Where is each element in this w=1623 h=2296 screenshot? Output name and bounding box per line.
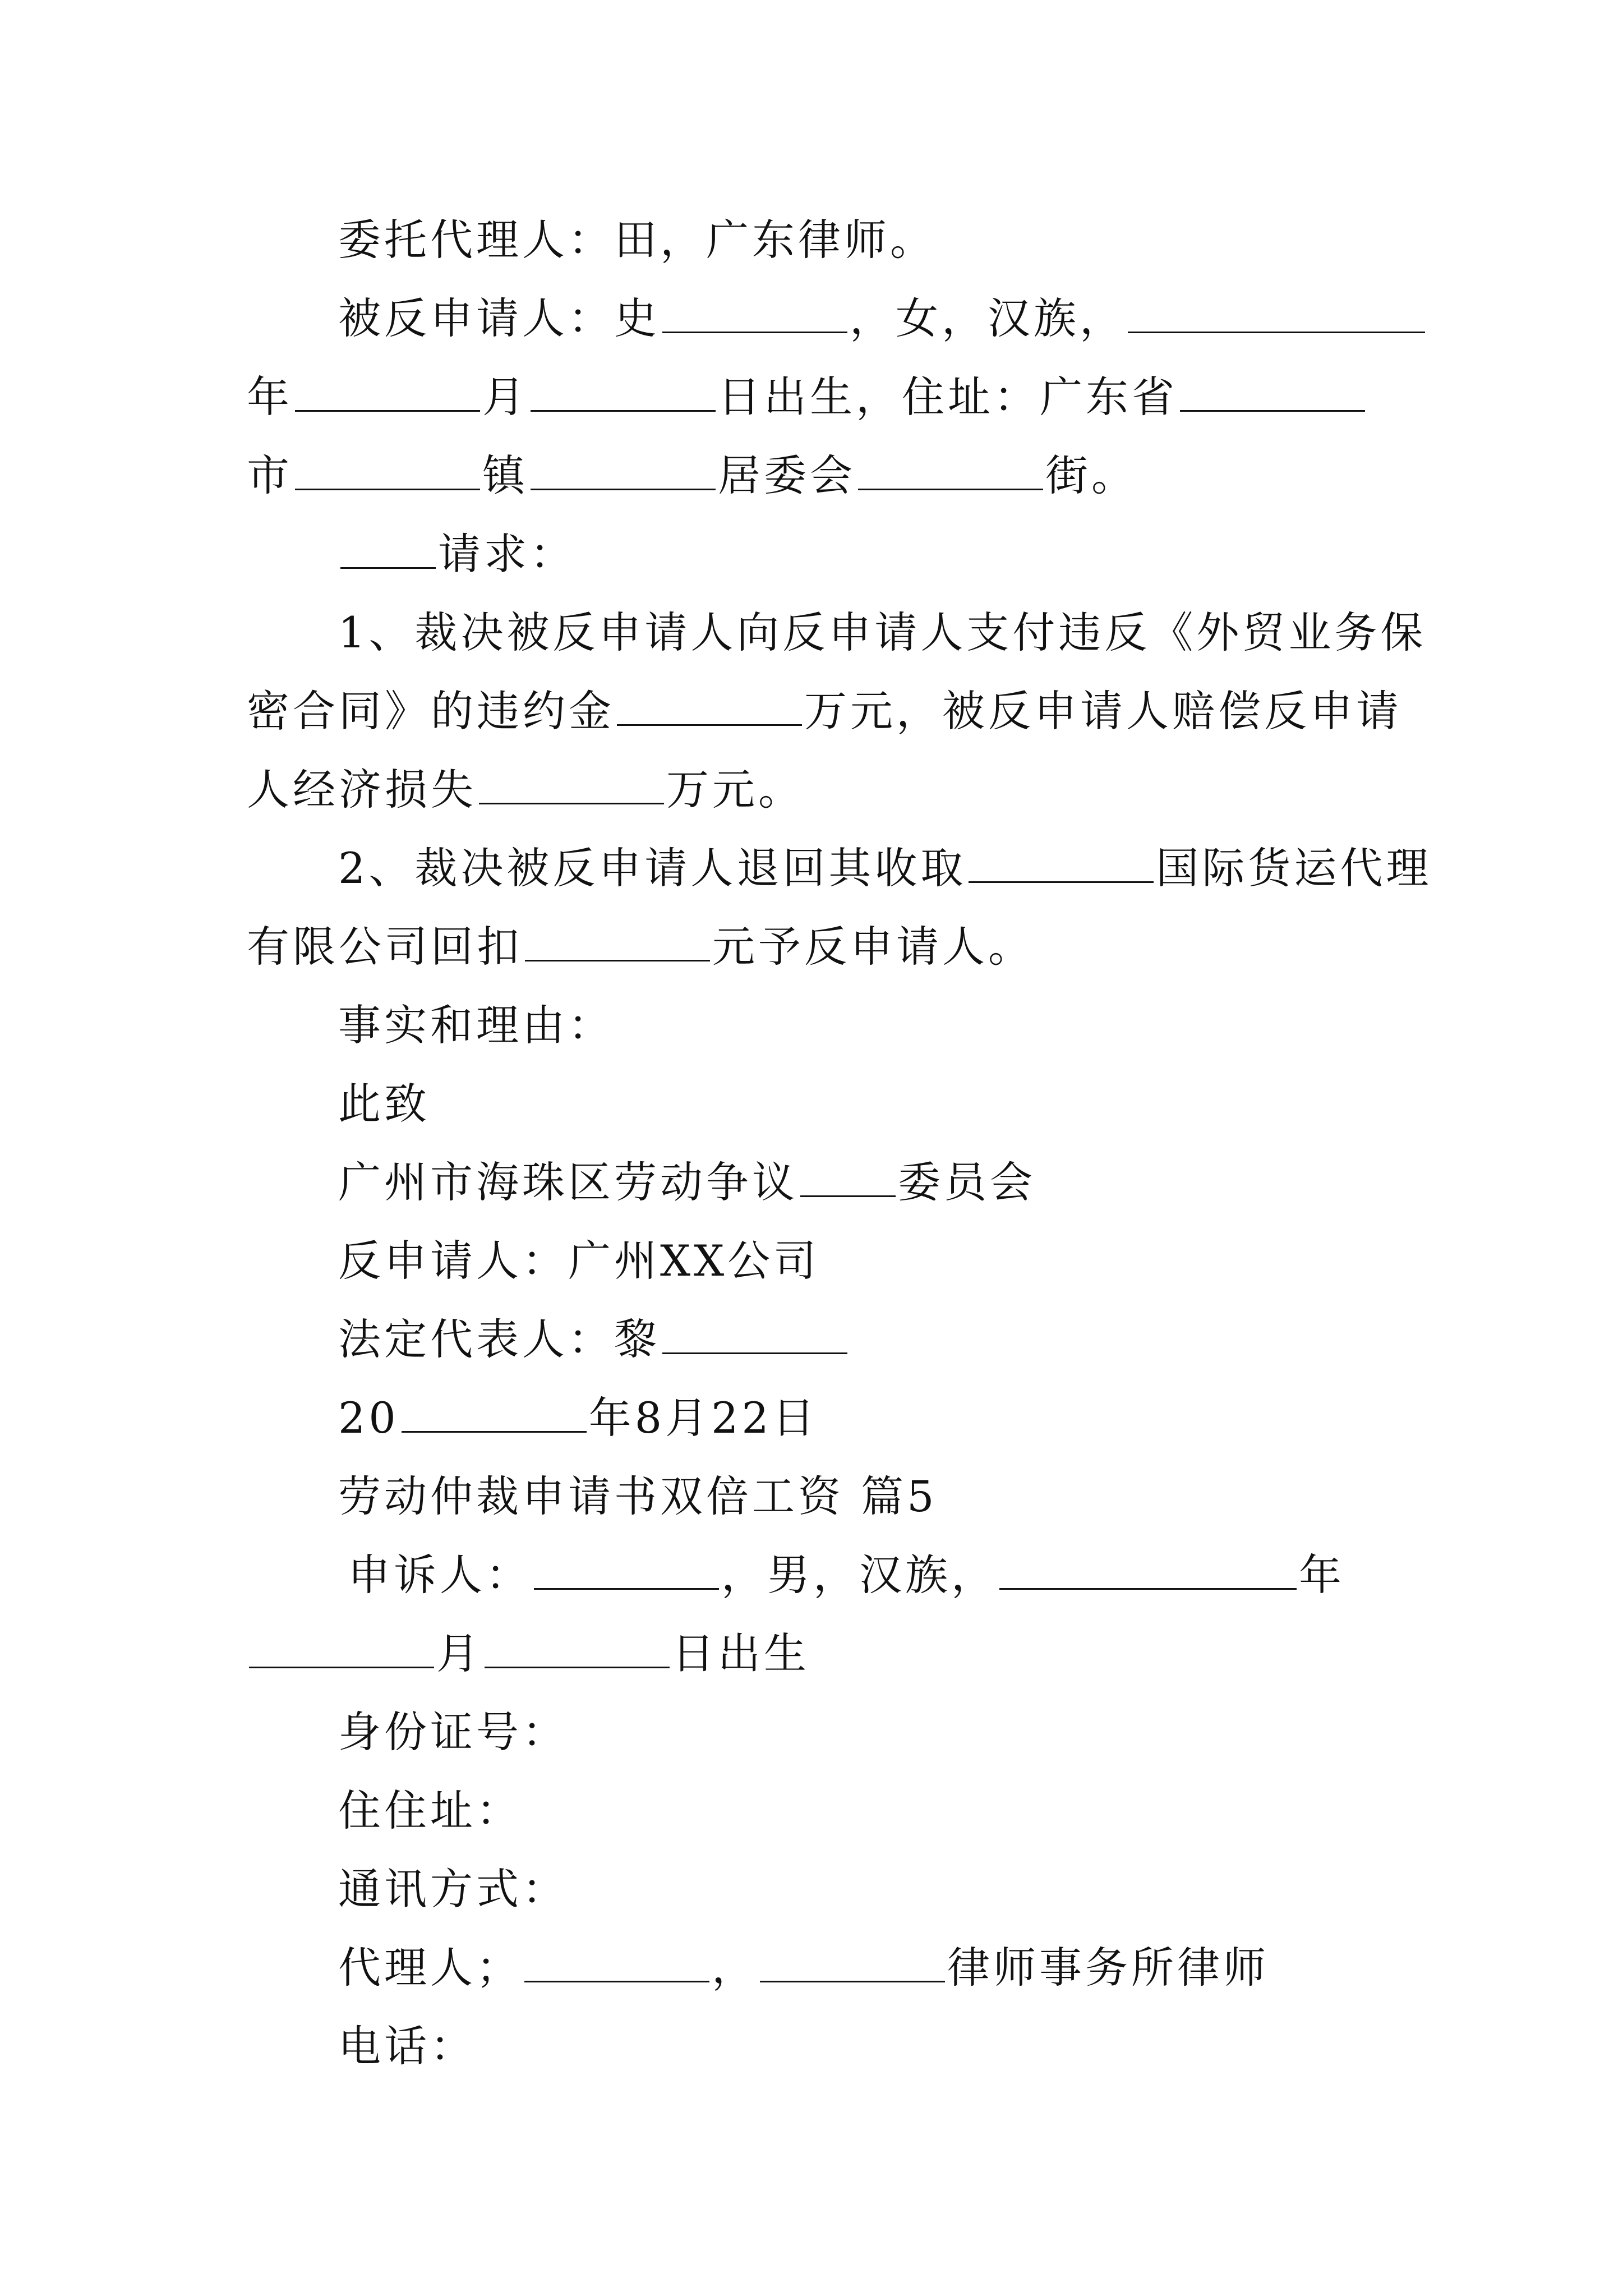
birth-address-line: 年 月 日出生，住址：广东省 (247, 369, 1391, 425)
salutation: 此致 (338, 1079, 430, 1129)
blank-field (760, 1941, 945, 1982)
blank-field (340, 528, 436, 569)
blank-field (531, 371, 716, 412)
agent-line: 委托代理人：田，广东律师。 (338, 215, 936, 265)
facts-heading: 事实和理由： (338, 1000, 614, 1050)
blank-field (999, 1549, 1297, 1590)
contact-line: 通讯方式： (338, 1864, 568, 1914)
request-item-1: 1、裁决被反申请人向反申请人支付违反《外贸业务保 (338, 608, 1427, 657)
address-line: 市 镇 居委会 街。 (247, 450, 1137, 500)
complainant-line: 申诉人： ，男，汉族， 年 (348, 1550, 1345, 1600)
blank-field (479, 763, 664, 804)
blank-field (617, 685, 802, 726)
residence-line: 住住址： (338, 1786, 522, 1835)
request-item-1-cont: 密合同》的违约金 万元，被反申请人赔偿反申请 (247, 686, 1402, 736)
request-heading: 请求： (338, 526, 1482, 582)
blank-field (525, 921, 710, 961)
legal-representative: 法定代表人：黎 (338, 1312, 1482, 1368)
addressee: 广州市海珠区劳动争议 委员会 (338, 1157, 1036, 1207)
blank-field (1180, 371, 1365, 412)
blank-field (531, 449, 716, 490)
blank-field (800, 1156, 896, 1197)
respondent-line: 被反申请人：史 ，女，汉族， (338, 291, 1482, 347)
blank-field (524, 1941, 709, 1982)
date-line: 20 年8月22日 (338, 1393, 818, 1443)
phone-line: 电话： (338, 2021, 476, 2071)
blank-field (1128, 292, 1425, 333)
blank-field (402, 1392, 587, 1433)
counter-applicant: 反申请人：广州XX公司 (338, 1236, 820, 1286)
blank-field (485, 1627, 670, 1668)
blank-field (534, 1549, 719, 1590)
request-item-2-cont: 有限公司回扣 元予反申请人。 (247, 922, 1034, 972)
blank-field (295, 449, 480, 490)
blank-field (662, 1313, 847, 1354)
blank-field (858, 449, 1043, 490)
blank-field (295, 371, 480, 412)
blank-field (249, 1627, 434, 1668)
request-item-1-cont2: 人经济损失 万元。 (247, 765, 804, 815)
blank-field (662, 292, 847, 333)
blank-field (969, 842, 1154, 883)
request-item-2: 2、裁决被反申请人退回其收取 国际货运代理 (338, 843, 1432, 893)
agent-lawyer-line: 代理人； ， 律师事务所律师 (338, 1943, 1269, 1993)
id-number-line: 身份证号： (338, 1707, 568, 1757)
birth-date-line: 月 日出生 (247, 1626, 1391, 1682)
section-title: 劳动仲裁申请书双倍工资 篇5 (338, 1471, 938, 1521)
